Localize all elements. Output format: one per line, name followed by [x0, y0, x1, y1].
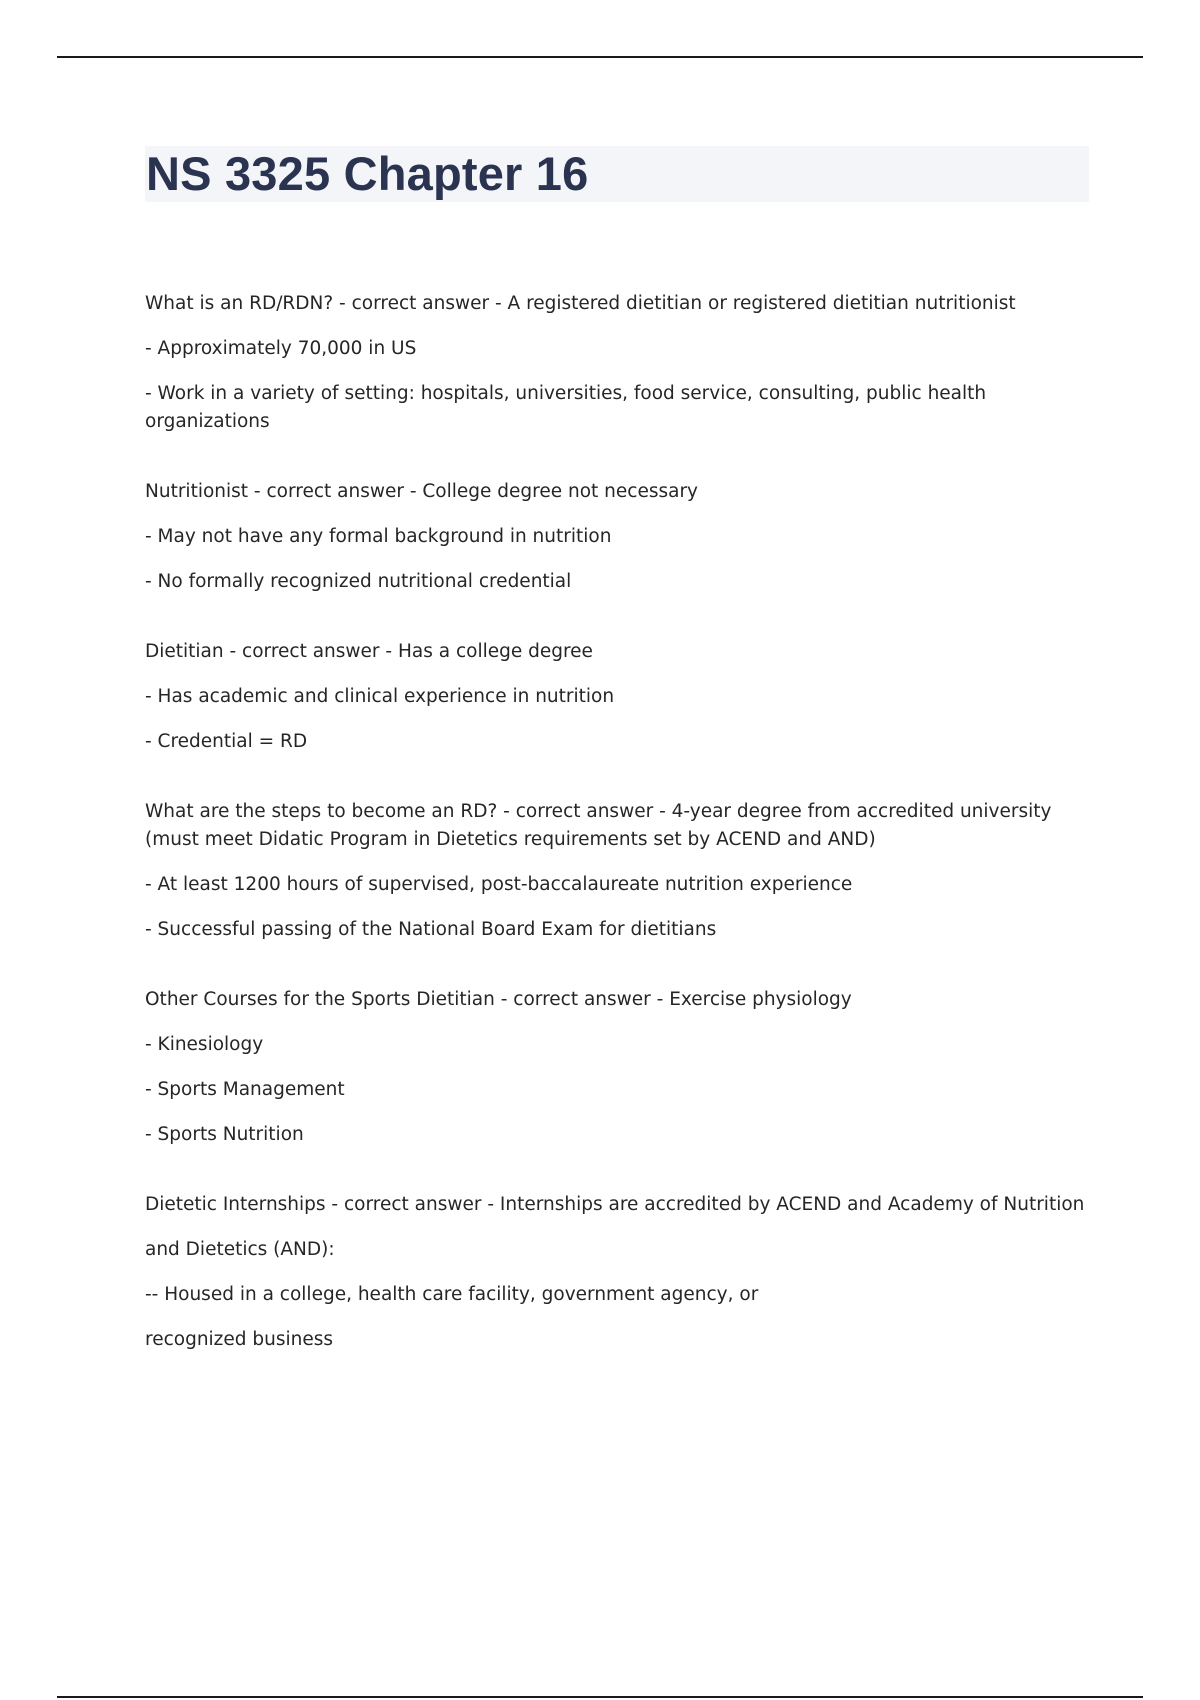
card-answer-line: recognized business — [145, 1329, 334, 1350]
flashcard-rd-rdn — [145, 290, 1090, 436]
card-question-line: Other Courses for the Sports Dietitian - correct answer - Exercise physiology — [145, 989, 852, 1010]
card-question-line: Dietetic Internships - correct answer - Internships are accredited by ACEND and Academy of Nutrition — [145, 1194, 1085, 1215]
card-answer-line: - Credential = RD — [145, 731, 308, 752]
card-answer-line: - Work in a variety of setting: hospitals, universities, food service, consulting, public health organizations — [145, 383, 987, 432]
card-answer-line: - Successful passing of the National Board Exam for dietitians — [145, 919, 717, 940]
card-answer-line: - Sports Management — [145, 1079, 345, 1100]
card-answer-line: - Kinesiology — [145, 1034, 264, 1055]
card-question-line: and Dietetics (AND): — [145, 1239, 335, 1260]
card-question-line: Dietitian - correct answer - Has a college degree — [145, 641, 593, 662]
top-rule — [57, 56, 1143, 58]
card-question-line: What are the steps to become an RD? - correct answer - 4-year degree from accredited university (must meet Didatic Program in Dietetics requirements set by ACEND and AND) — [145, 801, 1052, 850]
card-answer-line: - At least 1200 hours of supervised, post-baccalaureate nutrition experience — [145, 874, 853, 895]
flashcard-dietetic-internships — [145, 1191, 1090, 1354]
page-title: NS 3325 Chapter 16 — [146, 147, 589, 200]
card-answer-line: - Sports Nutrition — [145, 1124, 304, 1145]
flashcard-nutritionist — [145, 478, 1090, 596]
card-answer-line: - May not have any formal background in nutrition — [145, 526, 612, 547]
card-question-line: What is an RD/RDN? - correct answer - A registered dietitian or registered dietitian nutritionist — [145, 293, 1016, 314]
bottom-rule — [57, 1696, 1143, 1698]
card-answer-line: - No formally recognized nutritional credential — [145, 571, 572, 592]
flashcard-list — [145, 290, 1090, 1396]
card-answer-line: -- Housed in a college, health care facility, government agency, or — [145, 1284, 759, 1305]
flashcard-other-courses — [145, 986, 1090, 1149]
card-answer-line: - Approximately 70,000 in US — [145, 338, 417, 359]
card-answer-line: - Has academic and clinical experience in nutrition — [145, 686, 615, 707]
flashcard-dietitian — [145, 638, 1090, 756]
flashcard-rd-steps — [145, 798, 1090, 944]
card-question-line: Nutritionist - correct answer - College degree not necessary — [145, 481, 699, 502]
